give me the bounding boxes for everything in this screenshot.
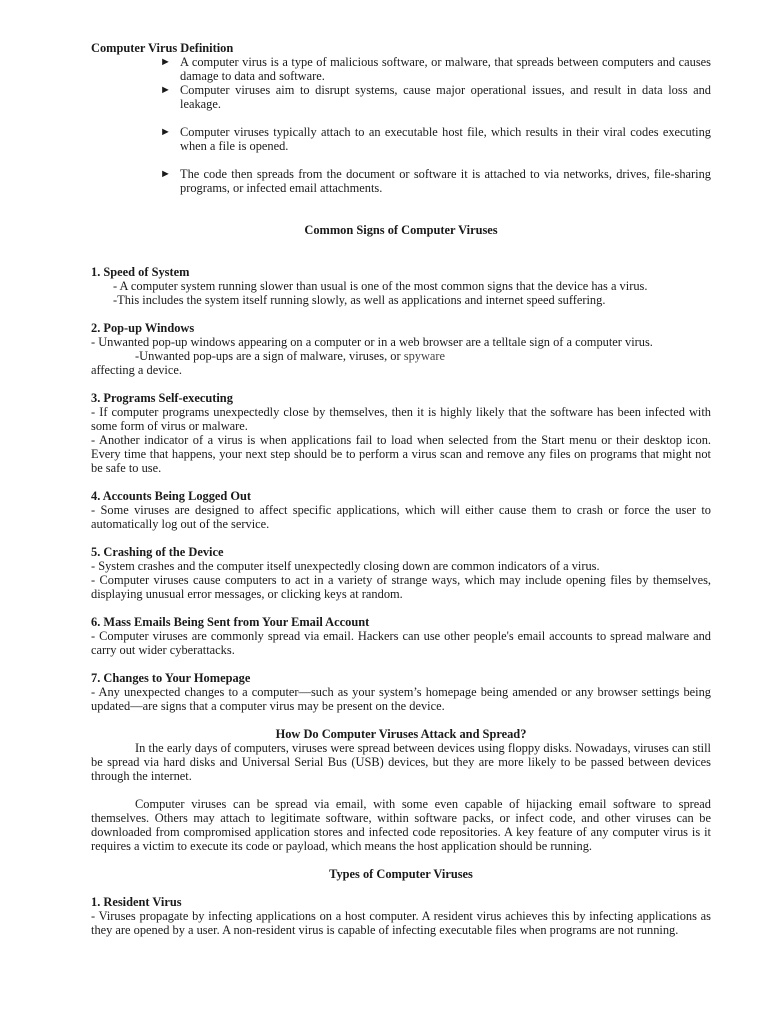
arrow-icon: ► (160, 168, 171, 180)
arrow-icon: ► (160, 56, 171, 68)
definition-bullet (91, 167, 711, 195)
paragraph: affecting a device. (91, 363, 182, 377)
definition-title: Computer Virus Definition (91, 41, 234, 55)
paragraph: - Another indicator of a virus is when applications fail to load when selected from the Start menu or their desktop icon. Every time that happens, your next step should be to perform a virus scan and remove any files on programs that might not be safe to use. (91, 433, 711, 475)
spyware-text: spyware (403, 349, 446, 363)
paragraph-text: -Unwanted pop-ups are a sign of malware, viruses, or (135, 349, 401, 363)
definition-bullet (91, 125, 711, 153)
paragraph: - System crashes and the computer itself unexpectedly closing down are common indicators of a virus. (91, 559, 600, 573)
paragraph: - Viruses propagate by infecting applications on a host computer. A resident virus achieves this by infecting applications as they are opened by a user. A non-resident virus is capable of infecting executable files when programs are not running. (91, 909, 711, 937)
paragraph: - If computer programs unexpectedly close by themselves, then it is highly likely that the software has been infected with some form of virus or malware. (91, 405, 711, 433)
definition-bullet (91, 55, 711, 83)
spacer (91, 111, 711, 125)
paragraph: Computer viruses can be spread via email, with some even capable of hijacking email software to spread themselves. Others may attach to legitimate software, within software packs, or infect code, and other viruses can be downloaded from compromised application stores and infected code repositories. A key feature of any computer virus is it requires a victim to execute its code or payload, which means the host application should be running. (91, 797, 711, 853)
section-heading: 7. Changes to Your Homepage (91, 671, 251, 685)
section-heading: 6. Mass Emails Being Sent from Your Email Account (91, 615, 370, 629)
section-heading: 4. Accounts Being Logged Out (91, 489, 252, 503)
paragraph: - Computer viruses are commonly spread via email. Hackers can use other people's email accounts to spread malware and carry out wider cyberattacks. (91, 629, 711, 657)
bullet-text: A computer virus is a type of malicious software, or malware, that spreads between computers and causes damage to data and software. (180, 55, 711, 83)
section-heading: 1. Speed of System (91, 265, 190, 279)
bullet-text: The code then spreads from the document or software it is attached to via networks, drives, file-sharing programs, or infected email attachments. (180, 167, 711, 195)
paragraph (91, 349, 711, 363)
bullet-text: Computer viruses typically attach to an executable host file, which results in their viral codes executing when a file is opened. (180, 125, 711, 153)
section-heading: 1. Resident Virus (91, 895, 182, 909)
section-heading: 2. Pop-up Windows (91, 321, 195, 335)
types-title: Types of Computer Viruses (329, 867, 473, 881)
arrow-icon: ► (160, 126, 171, 138)
arrow-icon: ► (160, 84, 171, 96)
spacer (91, 153, 711, 167)
section-heading: 5. Crashing of the Device (91, 545, 224, 559)
signs-title: Common Signs of Computer Viruses (304, 223, 498, 237)
paragraph: - Some viruses are designed to affect specific applications, which will either cause them to crash or force the user to automatically log out of the service. (91, 503, 711, 531)
paragraph: - Unwanted pop-up windows appearing on a computer or in a web browser are a telltale sign of a computer virus. (91, 335, 653, 349)
definition-bullet (91, 83, 711, 111)
document-page (91, 41, 711, 937)
paragraph: - A computer system running slower than usual is one of the most common signs that the device has a virus. (113, 279, 648, 293)
definition-bullets (91, 55, 711, 195)
paragraph: -This includes the system itself running slowly, as well as applications and internet speed suffering. (113, 293, 606, 307)
paragraph: - Computer viruses cause computers to act in a variety of strange ways, which may include opening files by themselves, displaying unusual error messages, or clicking keys at random. (91, 573, 711, 601)
paragraph: - Any unexpected changes to a computer—such as your system’s homepage being amended or any browser settings being updated—are signs that a computer virus may be present on the device. (91, 685, 711, 713)
bullet-text: Computer viruses aim to disrupt systems, cause major operational issues, and result in data loss and leakage. (180, 83, 711, 111)
spread-title: How Do Computer Viruses Attack and Spread? (275, 727, 527, 741)
section-heading: 3. Programs Self-executing (91, 391, 233, 405)
paragraph: In the early days of computers, viruses were spread between devices using floppy disks. Nowadays, viruses can still be spread via hard disks and Universal Serial Bus (USB) devices, but they are more likely to be passed between devices through the internet. (91, 741, 711, 783)
